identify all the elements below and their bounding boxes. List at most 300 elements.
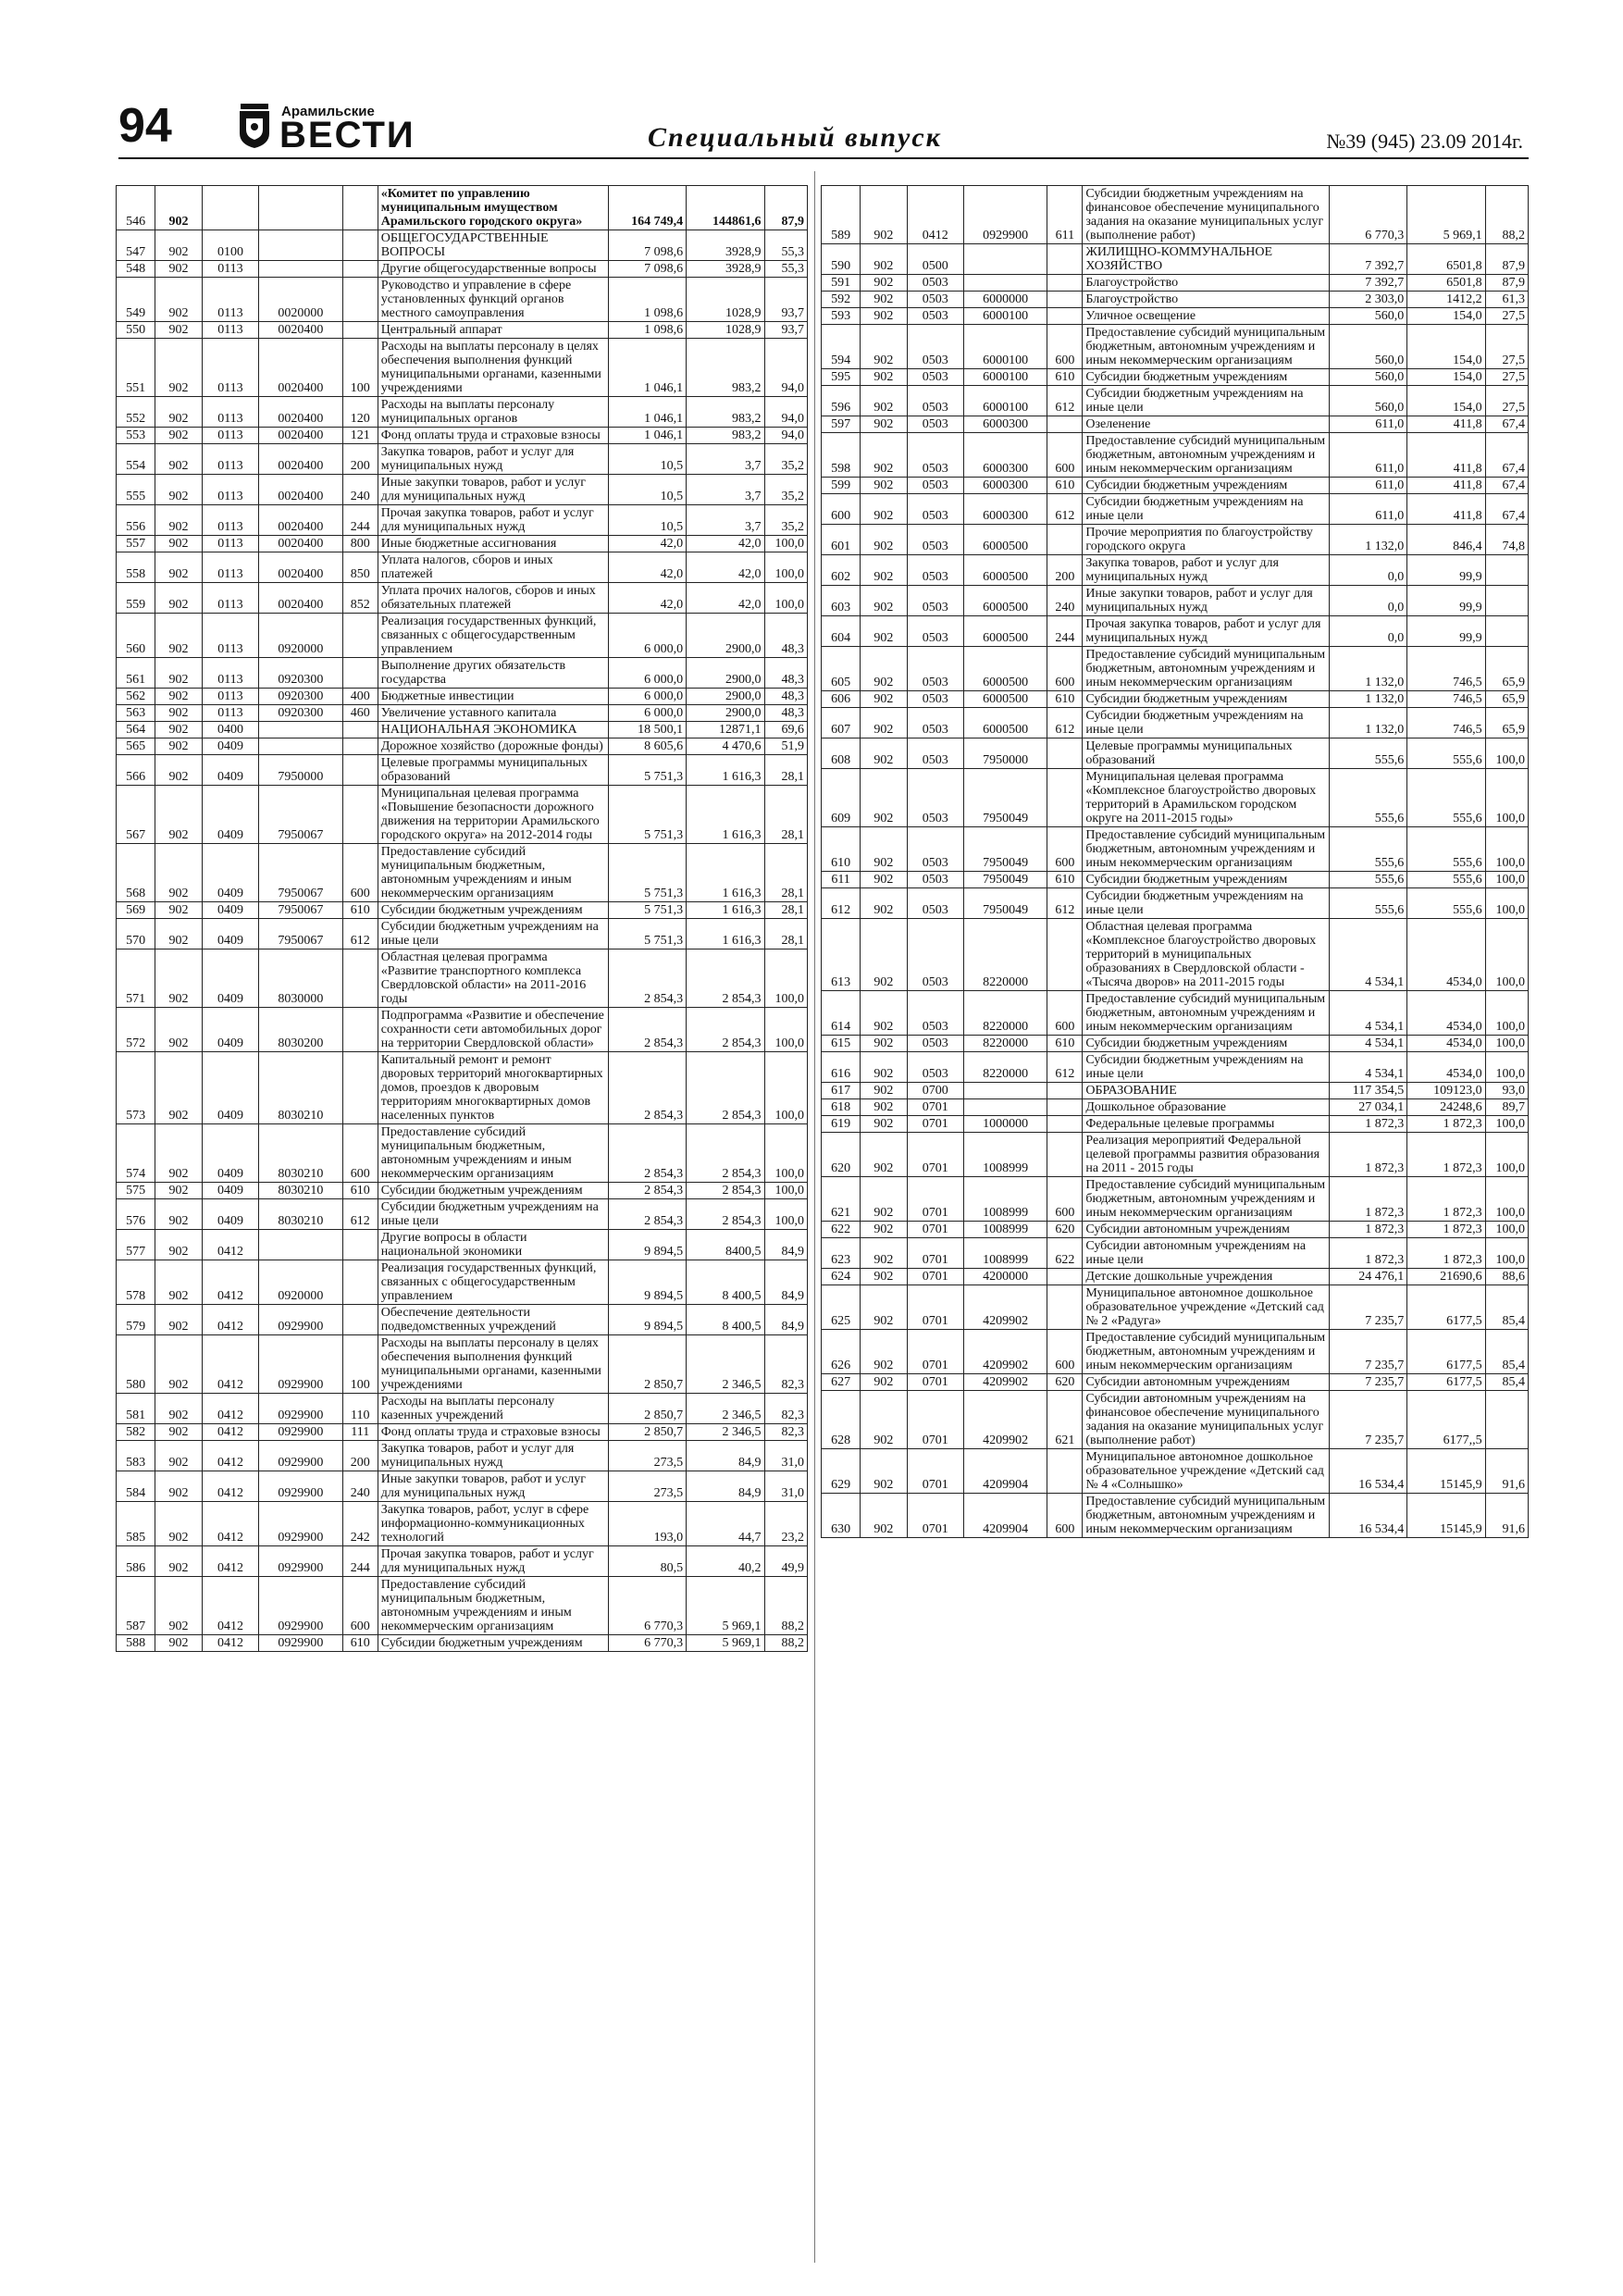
section-code: 0113 [202, 339, 258, 397]
section-code: 0503 [907, 292, 963, 308]
section-code: 0503 [907, 647, 963, 691]
row-number: 560 [117, 614, 155, 658]
executed-amount: 411,8 [1407, 416, 1485, 433]
table-row [117, 1502, 808, 1546]
row-number: 615 [822, 1036, 861, 1052]
table-row [822, 827, 1529, 872]
planned-amount: 42,0 [608, 583, 686, 614]
execution-percent: 100,0 [1485, 738, 1528, 769]
section-code: 0503 [907, 888, 963, 919]
section-code [202, 186, 258, 230]
item-name: Уплата прочих налогов, сборов и иных обязательных платежей [378, 583, 608, 614]
execution-percent [1485, 555, 1528, 586]
section-code: 0409 [202, 902, 258, 919]
section-code: 0503 [907, 586, 963, 616]
table-row [822, 691, 1529, 708]
admin-code: 902 [861, 244, 908, 275]
admin-code: 902 [861, 1269, 908, 1285]
row-number: 559 [117, 583, 155, 614]
row-number: 588 [117, 1635, 155, 1652]
executed-amount: 99,9 [1407, 555, 1485, 586]
execution-percent: 93,7 [764, 322, 807, 339]
row-number: 573 [117, 1052, 155, 1124]
row-number: 614 [822, 991, 861, 1036]
expense-type: 610 [1047, 1036, 1083, 1052]
section-code: 0503 [907, 308, 963, 325]
execution-percent: 100,0 [764, 552, 807, 583]
planned-amount: 164 749,4 [608, 186, 686, 230]
section-code: 0503 [907, 616, 963, 647]
item-name: Субсидии бюджетным учреждениям [378, 1635, 608, 1652]
expense-type [1047, 1133, 1083, 1177]
item-name: Субсидии бюджетным учреждениям на иные цели [1083, 1052, 1330, 1083]
expense-type: 600 [1047, 1177, 1083, 1222]
section-code: 0503 [907, 525, 963, 555]
target-code: 6000500 [963, 586, 1047, 616]
table-row [117, 1546, 808, 1577]
executed-amount: 411,8 [1407, 494, 1485, 525]
admin-code: 902 [861, 1374, 908, 1391]
execution-percent: 100,0 [764, 1199, 807, 1230]
planned-amount: 6 000,0 [608, 689, 686, 705]
execution-percent [1485, 586, 1528, 616]
target-code: 6000000 [963, 292, 1047, 308]
row-number: 551 [117, 339, 155, 397]
row-number: 595 [822, 369, 861, 386]
planned-amount: 1 872,3 [1329, 1116, 1406, 1133]
planned-amount: 1 046,1 [608, 339, 686, 397]
target-code: 6000100 [963, 386, 1047, 416]
item-name: Предоставление субсидий муниципальным бюджетным, автономным учреждениям и иным некоммерческим организациям [1083, 1330, 1330, 1374]
planned-amount: 16 534,4 [1329, 1494, 1406, 1538]
table-row [117, 919, 808, 949]
execution-percent: 65,9 [1485, 647, 1528, 691]
planned-amount: 1 132,0 [1329, 708, 1406, 738]
section-code: 0700 [907, 1083, 963, 1099]
executed-amount: 983,2 [687, 397, 764, 428]
expense-type: 111 [342, 1424, 378, 1441]
admin-code: 902 [155, 614, 203, 658]
admin-code: 902 [861, 769, 908, 827]
section-code: 0503 [907, 691, 963, 708]
target-code: 7950067 [259, 786, 343, 844]
row-number: 612 [822, 888, 861, 919]
execution-percent: 93,0 [1485, 1083, 1528, 1099]
execution-percent: 91,6 [1485, 1494, 1528, 1538]
row-number: 610 [822, 827, 861, 872]
item-name: Субсидии автономным учреждениям на финансовое обеспечение муниципального задания на оказание муниципальных услуг (выполнение работ) [1083, 1391, 1330, 1449]
row-number: 586 [117, 1546, 155, 1577]
table-row [117, 1052, 808, 1124]
target-code: 0020400 [259, 583, 343, 614]
executed-amount: 6501,8 [1407, 275, 1485, 292]
admin-code: 902 [861, 1036, 908, 1052]
expense-type [342, 230, 378, 261]
executed-amount: 1028,9 [687, 278, 764, 322]
planned-amount: 24 476,1 [1329, 1269, 1406, 1285]
table-row [822, 1116, 1529, 1133]
section-code: 0412 [202, 1502, 258, 1546]
section-code: 0113 [202, 583, 258, 614]
executed-amount: 1 872,3 [1407, 1238, 1485, 1269]
admin-code: 902 [861, 708, 908, 738]
expense-type [342, 261, 378, 278]
section-code: 0503 [907, 369, 963, 386]
table-row [822, 1285, 1529, 1330]
expense-type: 100 [342, 1335, 378, 1394]
expense-type: 620 [1047, 1222, 1083, 1238]
section-code: 0503 [907, 1052, 963, 1083]
expense-type [342, 722, 378, 738]
planned-amount: 2 854,3 [608, 949, 686, 1008]
target-code: 7950000 [259, 755, 343, 786]
planned-amount: 611,0 [1329, 433, 1406, 478]
item-name: Субсидии бюджетным учреждениям [378, 1183, 608, 1199]
item-name: Муниципальное автономное дошкольное образовательное учреждение «Детский сад № 4 «Солнышко» [1083, 1449, 1330, 1494]
execution-percent: 31,0 [764, 1471, 807, 1502]
admin-code: 902 [155, 1577, 203, 1635]
admin-code: 902 [861, 186, 908, 244]
expense-type: 200 [342, 444, 378, 475]
expense-type: 610 [1047, 369, 1083, 386]
admin-code: 902 [155, 552, 203, 583]
executed-amount: 1 872,3 [1407, 1133, 1485, 1177]
executed-amount: 1 616,3 [687, 844, 764, 902]
row-number: 572 [117, 1008, 155, 1052]
expense-type: 800 [342, 536, 378, 552]
expense-type: 600 [342, 1577, 378, 1635]
target-code: 0929900 [259, 1546, 343, 1577]
row-number: 608 [822, 738, 861, 769]
row-number: 603 [822, 586, 861, 616]
planned-amount: 7 098,6 [608, 261, 686, 278]
execution-percent: 84,9 [764, 1305, 807, 1335]
executed-amount: 42,0 [687, 583, 764, 614]
execution-percent: 82,3 [764, 1335, 807, 1394]
table-row [117, 1199, 808, 1230]
admin-code: 902 [861, 1116, 908, 1133]
target-code: 0020400 [259, 322, 343, 339]
section-code: 0701 [907, 1391, 963, 1449]
row-number: 598 [822, 433, 861, 478]
item-name: Муниципальная целевая программа «Повышение безопасности дорожного движения на территории Арамильского городского округа» на 2012-2014 годы [378, 786, 608, 844]
table-row [117, 536, 808, 552]
table-row [117, 949, 808, 1008]
row-number: 604 [822, 616, 861, 647]
row-number: 630 [822, 1494, 861, 1538]
executed-amount: 4534,0 [1407, 1052, 1485, 1083]
target-code: 0929900 [259, 1394, 343, 1424]
item-name: Иные бюджетные ассигнования [378, 536, 608, 552]
item-name: Дорожное хозяйство (дорожные фонды) [378, 738, 608, 755]
row-number: 570 [117, 919, 155, 949]
row-number: 593 [822, 308, 861, 325]
target-code [963, 1099, 1047, 1116]
execution-percent: 100,0 [1485, 1222, 1528, 1238]
admin-code: 902 [155, 1008, 203, 1052]
table-row [822, 919, 1529, 991]
executed-amount: 154,0 [1407, 308, 1485, 325]
planned-amount: 0,0 [1329, 586, 1406, 616]
row-number: 607 [822, 708, 861, 738]
execution-percent: 74,8 [1485, 525, 1528, 555]
item-name: Увеличение уставного капитала [378, 705, 608, 722]
planned-amount: 7 235,7 [1329, 1285, 1406, 1330]
section-code: 0412 [202, 1335, 258, 1394]
executed-amount: 1 872,3 [1407, 1177, 1485, 1222]
executed-amount: 144861,6 [687, 186, 764, 230]
expense-type: 610 [1047, 872, 1083, 888]
executed-amount: 1 872,3 [1407, 1222, 1485, 1238]
section-code: 0701 [907, 1177, 963, 1222]
execution-percent: 100,0 [764, 949, 807, 1008]
execution-percent: 100,0 [1485, 769, 1528, 827]
item-name: Фонд оплаты труда и страховые взносы [378, 428, 608, 444]
executed-amount: 4534,0 [1407, 1036, 1485, 1052]
admin-code: 902 [155, 919, 203, 949]
row-number: 562 [117, 689, 155, 705]
target-code: 0020400 [259, 552, 343, 583]
execution-percent: 67,4 [1485, 433, 1528, 478]
row-number: 568 [117, 844, 155, 902]
execution-percent: 28,1 [764, 755, 807, 786]
target-code: 4209902 [963, 1285, 1047, 1330]
section-code: 0113 [202, 689, 258, 705]
admin-code: 902 [155, 536, 203, 552]
planned-amount: 611,0 [1329, 494, 1406, 525]
expense-type [1047, 769, 1083, 827]
planned-amount: 7 392,7 [1329, 244, 1406, 275]
row-number: 613 [822, 919, 861, 991]
planned-amount: 10,5 [608, 444, 686, 475]
execution-percent: 100,0 [764, 583, 807, 614]
target-code: 0929900 [259, 1335, 343, 1394]
planned-amount: 5 751,3 [608, 786, 686, 844]
table-row [822, 1222, 1529, 1238]
planned-amount: 7 235,7 [1329, 1391, 1406, 1449]
admin-code: 902 [155, 689, 203, 705]
section-code: 0701 [907, 1222, 963, 1238]
item-name: Детские дошкольные учреждения [1083, 1269, 1330, 1285]
expense-type [1047, 525, 1083, 555]
admin-code: 902 [861, 478, 908, 494]
planned-amount: 611,0 [1329, 416, 1406, 433]
execution-percent: 27,5 [1485, 386, 1528, 416]
planned-amount: 7 235,7 [1329, 1374, 1406, 1391]
row-number: 564 [117, 722, 155, 738]
target-code: 8220000 [963, 1036, 1047, 1052]
executed-amount: 84,9 [687, 1471, 764, 1502]
executed-amount: 555,6 [1407, 888, 1485, 919]
item-name: Иные закупки товаров, работ и услуг для муниципальных нужд [378, 475, 608, 505]
section-code: 0701 [907, 1133, 963, 1177]
planned-amount: 5 751,3 [608, 755, 686, 786]
target-code: 1008999 [963, 1133, 1047, 1177]
item-name: Бюджетные инвестиции [378, 689, 608, 705]
table-row [117, 1335, 808, 1394]
table-row [117, 1008, 808, 1052]
admin-code: 902 [861, 738, 908, 769]
section-code: 0412 [907, 186, 963, 244]
table-row [822, 708, 1529, 738]
table-row [822, 275, 1529, 292]
target-code: 0920000 [259, 1260, 343, 1305]
table-row [117, 1471, 808, 1502]
executed-amount: 5 969,1 [687, 1635, 764, 1652]
table-row [822, 1177, 1529, 1222]
planned-amount: 4 534,1 [1329, 991, 1406, 1036]
execution-percent: 23,2 [764, 1502, 807, 1546]
executed-amount: 6501,8 [1407, 244, 1485, 275]
section-code: 0412 [202, 1305, 258, 1335]
expense-type: 110 [342, 1394, 378, 1424]
planned-amount: 555,6 [1329, 769, 1406, 827]
budget-table-left [116, 185, 808, 1652]
admin-code: 902 [861, 525, 908, 555]
section-code: 0503 [907, 494, 963, 525]
executed-amount: 154,0 [1407, 369, 1485, 386]
admin-code: 902 [155, 1305, 203, 1335]
section-code: 0113 [202, 614, 258, 658]
section-code: 0113 [202, 552, 258, 583]
admin-code: 902 [155, 786, 203, 844]
row-number: 601 [822, 525, 861, 555]
expense-type [1047, 1083, 1083, 1099]
section-code: 0113 [202, 397, 258, 428]
expense-type: 244 [342, 505, 378, 536]
table-row [117, 1260, 808, 1305]
item-name: Предоставление субсидий муниципальным бюджетным, автономным учреждениям и иным некоммерческим организациям [1083, 827, 1330, 872]
row-number: 565 [117, 738, 155, 755]
admin-code: 902 [155, 1124, 203, 1183]
coat-of-arms-icon [237, 102, 272, 150]
expense-type [342, 614, 378, 658]
execution-percent: 61,3 [1485, 292, 1528, 308]
executed-amount: 84,9 [687, 1441, 764, 1471]
item-name: Предоставление субсидий муниципальным бюджетным, автономным учреждениям и иным некоммерческим организациям [1083, 647, 1330, 691]
planned-amount: 6 770,3 [608, 1577, 686, 1635]
item-name: Субсидии бюджетным учреждениям на иные цели [378, 919, 608, 949]
issue-number-date: №39 (945) 23.09 2014г. [1326, 130, 1523, 153]
executed-amount: 3,7 [687, 505, 764, 536]
executed-amount: 2 346,5 [687, 1335, 764, 1394]
item-name: Субсидии бюджетным учреждениям [1083, 691, 1330, 708]
admin-code: 902 [155, 1394, 203, 1424]
planned-amount: 1 098,6 [608, 278, 686, 322]
item-name: Расходы на выплаты персоналу муниципальных органов [378, 397, 608, 428]
table-row [117, 902, 808, 919]
expense-type [342, 1230, 378, 1260]
expense-type: 100 [342, 339, 378, 397]
table-row [117, 1635, 808, 1652]
execution-percent: 82,3 [764, 1394, 807, 1424]
target-code: 6000100 [963, 325, 1047, 369]
item-name: ОБРАЗОВАНИЕ [1083, 1083, 1330, 1099]
table-row [822, 1374, 1529, 1391]
target-code: 8030210 [259, 1052, 343, 1124]
table-row [822, 1099, 1529, 1116]
planned-amount: 18 500,1 [608, 722, 686, 738]
planned-amount: 273,5 [608, 1441, 686, 1471]
execution-percent: 88,6 [1485, 1269, 1528, 1285]
item-name: Субсидии бюджетным учреждениям [1083, 1036, 1330, 1052]
executed-amount: 1412,2 [1407, 292, 1485, 308]
execution-percent: 87,9 [1485, 275, 1528, 292]
execution-percent: 65,9 [1485, 691, 1528, 708]
item-name: Реализация государственных функций, связанных с общегосударственным управлением [378, 1260, 608, 1305]
section-code: 0503 [907, 275, 963, 292]
expense-type [342, 1260, 378, 1305]
executed-amount: 411,8 [1407, 478, 1485, 494]
target-code: 6000300 [963, 478, 1047, 494]
row-number: 606 [822, 691, 861, 708]
executed-amount: 2 346,5 [687, 1424, 764, 1441]
expense-type: 611 [1047, 186, 1083, 244]
executed-amount: 21690,6 [1407, 1269, 1485, 1285]
target-code: 1008999 [963, 1238, 1047, 1269]
section-code: 0503 [907, 919, 963, 991]
executed-amount: 42,0 [687, 552, 764, 583]
table-row [822, 769, 1529, 827]
planned-amount: 0,0 [1329, 616, 1406, 647]
execution-percent: 49,9 [764, 1546, 807, 1577]
target-code: 0020000 [259, 278, 343, 322]
expense-type: 622 [1047, 1238, 1083, 1269]
target-code [259, 1230, 343, 1260]
admin-code: 902 [155, 844, 203, 902]
planned-amount: 6 770,3 [1329, 186, 1406, 244]
admin-code: 902 [155, 1230, 203, 1260]
admin-code: 902 [861, 586, 908, 616]
expense-type: 612 [1047, 708, 1083, 738]
item-name: Прочие мероприятия по благоустройству городского округа [1083, 525, 1330, 555]
executed-amount: 1 616,3 [687, 902, 764, 919]
target-code: 0929900 [259, 1305, 343, 1335]
item-name: Предоставление субсидий муниципальным бюджетным, автономным учреждениям и иным некоммерческим организациям [1083, 1494, 1330, 1538]
planned-amount: 5 751,3 [608, 902, 686, 919]
planned-amount: 10,5 [608, 505, 686, 536]
expense-type [342, 786, 378, 844]
admin-code: 902 [155, 230, 203, 261]
expense-type [342, 186, 378, 230]
admin-code: 902 [155, 902, 203, 919]
target-code: 6000300 [963, 494, 1047, 525]
executed-amount: 2 854,3 [687, 1008, 764, 1052]
target-code: 6000300 [963, 416, 1047, 433]
execution-percent: 35,2 [764, 475, 807, 505]
item-name: Предоставление субсидий муниципальным бюджетным, автономным учреждениям и иным некоммерческим организациям [1083, 1177, 1330, 1222]
table-row [822, 525, 1529, 555]
section-code: 0409 [202, 786, 258, 844]
item-name: Областная целевая программа «Развитие транспортного комплекса Свердловской области» на 2011-2016 годы [378, 949, 608, 1008]
expense-type: 244 [342, 1546, 378, 1577]
expense-type: 600 [1047, 1330, 1083, 1374]
executed-amount: 154,0 [1407, 386, 1485, 416]
planned-amount: 2 854,3 [608, 1008, 686, 1052]
expense-type [342, 755, 378, 786]
executed-amount: 109123,0 [1407, 1083, 1485, 1099]
expense-type: 852 [342, 583, 378, 614]
logo-title: ВЕСТИ [279, 115, 415, 155]
item-name: Предоставление субсидий муниципальным бюджетным, автономным учреждениям и иным некоммерческим организациям [1083, 991, 1330, 1036]
executed-amount: 555,6 [1407, 738, 1485, 769]
executed-amount: 6177,5 [1407, 1285, 1485, 1330]
planned-amount: 9 894,5 [608, 1305, 686, 1335]
item-name: Субсидии автономным учреждениям на иные цели [1083, 1238, 1330, 1269]
target-code: 0929900 [259, 1471, 343, 1502]
row-number: 548 [117, 261, 155, 278]
item-name: Субсидии бюджетным учреждениям на иные цели [1083, 494, 1330, 525]
